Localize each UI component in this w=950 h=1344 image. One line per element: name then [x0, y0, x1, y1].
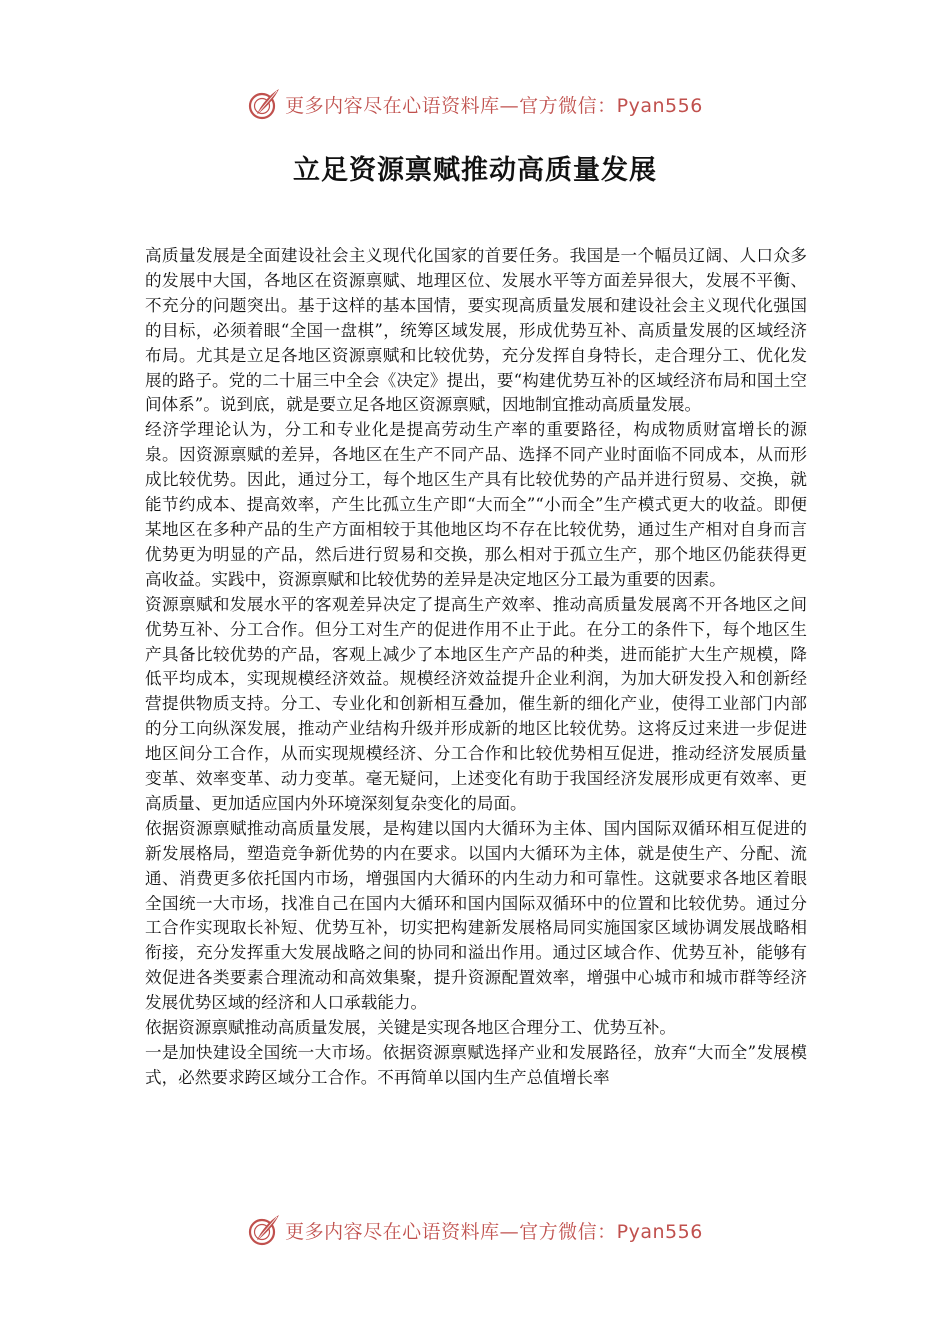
- paragraph-6: 一是加快建设全国统一大市场。依据资源禀赋选择产业和发展路径，放弃“大而全”发展模式，必然要求跨区域分工合作。不再简单以国内生产总值增长率: [145, 1043, 807, 1087]
- footer-banner: [0, 1210, 950, 1250]
- header-banner-text: [285, 91, 703, 118]
- footer-banner-wechat-id: Pyan556: [616, 1220, 703, 1243]
- header-banner-cn: 更多内容尽在心语资料库—官方微信：: [285, 94, 617, 117]
- paragraph-2: 经济学理论认为，分工和专业化是提高劳动生产率的重要路径，构成物质财富增长的源泉。因资源禀赋的差异，各地区在生产不同产品、选择不同产业时面临不同成本，从而形成比较优势。因此，通过分工，每个地区生产具有比较优势的产品并进行贸易、交换，就能节约成本、提高效率，产生比孤立生产即“大而全”“小而全”生产模式更大的收益。即便某地区在多种产品的生产方面相较于其他地区均不存在比较优势，通过生产相对自身而言优势更为明显的产品，然后进行贸易和交换，那么相对于孤立生产，那个地区仍能获得更高收益。实践中，资源禀赋和比较优势的差异是决定地区分工最为重要的因素。: [145, 420, 807, 589]
- paragraph-1: 高质量发展是全面建设社会主义现代化国家的首要任务。我国是一个幅员辽阔、人口众多的发展中大国，各地区在资源禀赋、地理区位、发展水平等方面差异很大，发展不平衡、不充分的问题突出。基于这样的基本国情，要实现高质量发展和建设社会主义现代化强国的目标，必须着眼“全国一盘棋”，统筹区域发展，形成优势互补、高质量发展的区域经济布局。尤其是立足各地区资源禀赋和比较优势，充分发挥自身特长，走合理分工、优化发展的路子。党的二十届三中全会《决定》提出，要“构建优势互补的区域经济布局和国土空间体系”。说到底，就是要立足各地区资源禀赋，因地制宜推动高质量发展。: [145, 246, 807, 415]
- header-banner: [0, 84, 950, 124]
- document-title: 立足资源禀赋推动高质量发展: [293, 155, 657, 186]
- paragraph-4: 依据资源禀赋推动高质量发展，是构建以国内大循环为主体、国内国际双循环相互促进的新发展格局，塑造竞争新优势的内在要求。以国内大循环为主体，就是使生产、分配、流通、消费更多依托国内市场，增强国内大循环的内生动力和可靠性。这就要求各地区着眼全国统一大市场，找准自己在国内大循环和国内国际双循环中的位置和比较优势。通过分工合作实现取长补短、优势互补，切实把构建新发展格局同实施国家区域协调发展战略相衔接，充分发挥重大发展战略之间的协同和溢出作用。通过区域合作、优势互补，能够有效促进各类要素合理流动和高效集聚，提升资源配置效率，增强中心城市和城市群等经济发展优势区域的经济和人口承载能力。: [145, 818, 807, 1013]
- paragraph-3: 资源禀赋和发展水平的客观差异决定了提高生产效率、推动高质量发展离不开各地区之间优势互补、分工合作。但分工对生产的促进作用不止于此。在分工的条件下，每个地区生产具备比较优势的产品，客观上减少了本地区生产产品的种类，进而能扩大生产规模，降低平均成本，实现规模经济效益。规模经济效益提升企业利润，为加大研发投入和创新经营提供物质支持。分工、专业化和创新相互叠加，催生新的细化产业，使得工业部门内部的分工向纵深发展，推动产业结构升级并形成新的地区比较优势。这将反过来进一步促进地区间分工合作，从而实现规模经济、分工合作和比较优势相互促进，推动经济发展质量变革、效率变革、动力变革。毫无疑问，上述变化有助于我国经济发展形成更有效率、更高质量、更加适应国内外环境深刻复杂变化的局面。: [145, 594, 807, 813]
- paragraph-5: 依据资源禀赋推动高质量发展，关键是实现各地区合理分工、优势互补。: [145, 1018, 676, 1038]
- header-banner-wechat-id: Pyan556: [616, 94, 703, 117]
- footer-banner-cn: 更多内容尽在心语资料库—官方微信：: [285, 1220, 617, 1243]
- document-body: [145, 244, 807, 1091]
- feather-pen-logo-icon: [247, 1213, 281, 1247]
- footer-banner-text: [285, 1217, 703, 1244]
- feather-pen-logo-icon: [247, 87, 281, 121]
